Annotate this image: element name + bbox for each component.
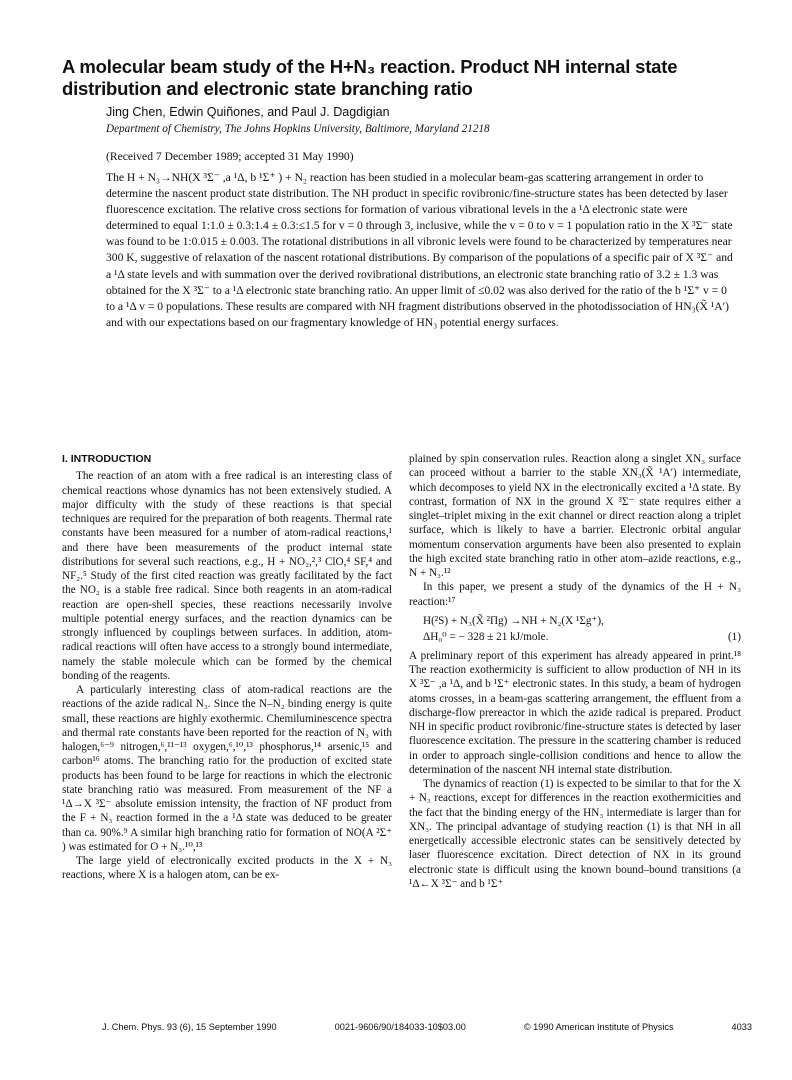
equation-number: (1) [727,630,741,643]
journal-citation: J. Chem. Phys. 93 (6), 15 September 1990 [102,1022,277,1032]
article-title: A molecular beam study of the H+N₃ reaction. Product NH internal state distribution and electronic state branching ratio [62,56,678,99]
paragraph: The reaction of an atom with a free radical is an interesting class of chemical reactions whose dynamics has not been extensively studied. A major difficulty with the study of these reactions is that special techniques are required for the preparation of both reagents. Thermal rate constants have been measured for a number of atom-radical reactions,¹ and there have been measurements of the product internal state distributions for several such reactions, e.g., H + NO₂,²,³ ClO,⁴ SF,⁴ and NF₂.⁵ Study of the first cited reaction was greatly facilitated by the fact the NO₂ is a stable free radical. Since both reagents in an atom-radical reaction are open-shell species, these reactions necessarily involve multiple potential energy surfaces, and the reaction dynamics can be strongly influenced by couplings between surfaces. In addition, atom-radical reactions will often have access to a strongly bound intermediate, namely the stable molecule which can be formed by the chemical bonding of the reagents. [62,470,392,682]
authors: Jing Chen, Edwin Quiñones, and Paul J. Dagdigian [106,105,390,119]
page-number: 4033 [731,1022,752,1032]
right-column [409,452,741,891]
paragraph: A particularly interesting class of atom-radical reactions are the reactions of the azide radical N₃. Since the N–N₂ binding energy is quite small, these reactions are highly exothermic. Chemiluminescence spectra and thermal rate constants have been reported for the reaction of N₃ with halogen,⁶⁻⁹ nitrogen,⁶,¹¹⁻¹³ oxygen,⁶,¹⁰,¹³ phosphorus,¹⁴ arsenic,¹⁵ and carbon¹⁶ atoms. The branching ratio for the production of excited state products has been found to be large for reactions in which the electronic state branching ratio was measured. From measurement of the NF a ¹Δ→X ³Σ⁻ absolute emission intensity, the fraction of NF product from the F + N₃ reaction formed in the a ¹Δ state was deduced to be greater than ca. 90%.⁹ A similar high branching ratio for formation of NO(A ²Σ⁺ ) was estimated for O + N₃.¹⁰,¹³ [62,684,392,853]
left-column [62,452,392,883]
page-footer [102,1022,752,1032]
paragraph: In this paper, we present a study of the dynamics of the H + N₃ reaction:¹⁷ [409,581,741,608]
affiliation: Department of Chemistry, The Johns Hopkins University, Baltimore, Maryland 21218 [106,123,490,135]
article-code: 0021-9606/90/184033-10$03.00 [334,1022,466,1032]
received-date: (Received 7 December 1989; accepted 31 May 1990) [106,150,354,163]
equation-line: ΔH₀⁰ = − 328 ± 21 kJ/mole. [423,630,549,643]
paragraph: The large yield of electronically excited products in the X + N₃ reactions, where X is a halogen atom, can be ex- [62,855,392,882]
abstract: The H + N₃→NH(X ³Σ⁻ ,a ¹Δ, b ¹Σ⁺ ) + N₂ reaction has been studied in a molecular beam-gas scattering arrangement in order to determine the nascent product state distribution. The NH product in specific rovibronic/fine-structure states has been detected by laser fluorescence excitation. The relative cross sections for formation of various vibrational levels in the a ¹Δ electronic state were determined to equal 1:1.0 ± 0.3:1.4 ± 0.3:≤1.5 for v = 0 through 3, inclusive, while the v = 0 to v = 1 population ratio in the X ³Σ⁻ state was found to be 1:0.015 ± 0.003. The rotational distributions in all vibronic levels were found to be characterized by temperatures near 300 K, suggestive of relaxation of the nascent rotational distributions. By comparison of the populations of a specific pair of X ³Σ⁻ and a ¹Δ state levels and with summation over the derived rovibrational distributions, an electronic state branching ratio of 3.2 ± 1.3 was obtained for the X ³Σ⁻ to a ¹Δ electronic state branching ratio. An upper limit of ≤0.02 was also derived for the ratio of the b ¹Σ⁺ v = 0 to a ¹Δ v = 0 populations. These results are compared with NH fragment distributions observed in the photodissociation of HN₃(X̃ ¹A′) and with our expectations based on our fragmentary knowledge of HN₃ potential energy surfaces. [106,171,733,329]
copyright: © 1990 American Institute of Physics [523,1022,674,1032]
paragraph: plained by spin conservation rules. Reaction along a singlet XN₃ surface can proceed without a barrier to the stable XN₃(X̃ ¹A′) intermediate, which decomposes to yield NX in the electronically excited a ¹Δ state. By contrast, formation of NX in the ground X ³Σ⁻ state requires either a singlet–triplet mixing in the exit channel or direct reaction along a triplet surface, which is likely to have a barrier. Electronic orbital angular momentum conservation arguments have been also presented to explain the high excited state branching ratio in other atom–azide reactions, e.g., N + N₃.¹² [409,453,741,579]
section-heading: I. INTRODUCTION [62,453,152,465]
equation-1 [409,613,741,645]
paragraph: The dynamics of reaction (1) is expected to be similar to that for the X + N₃ reactions, except for differences in the reaction exothermicities and the fact that the binding energy of the HN₃ intermediate is larger than for XN₃. The principal advantage of studying reaction (1) is that NH in all energetically accessible electronic states can be sensitively detected by laser fluorescence excitation. Direct detection of NX in its ground electronic state is difficult using the known bound–bound transitions (a ¹Δ←X ³Σ⁻ and b ¹Σ⁺ [409,778,741,890]
paragraph: A preliminary report of this experiment has already appeared in print.¹⁸ The reaction exothermicity is sufficient to allow production of NH in its X ³Σ⁻ ,a ¹Δ, and b ¹Σ⁺ electronic states. In this study, a beam of hydrogen atoms crosses, in a beam-gas scattering arrangement, the effluent from a discharge-flow prereactor in which the azide radical is prepared. Product NH in specific product rovibronic/fine-structure states is detected by laser fluorescence excitation. The pressure in the scattering chamber is reduced in order to approach single-collision conditions and hence to allow the determination of the nascent NH internal state distribution. [409,649,741,776]
equation-line: H(²S) + N₃(X̃ ²Πg) →NH + N₂(X ¹Σg⁺), [423,614,604,627]
